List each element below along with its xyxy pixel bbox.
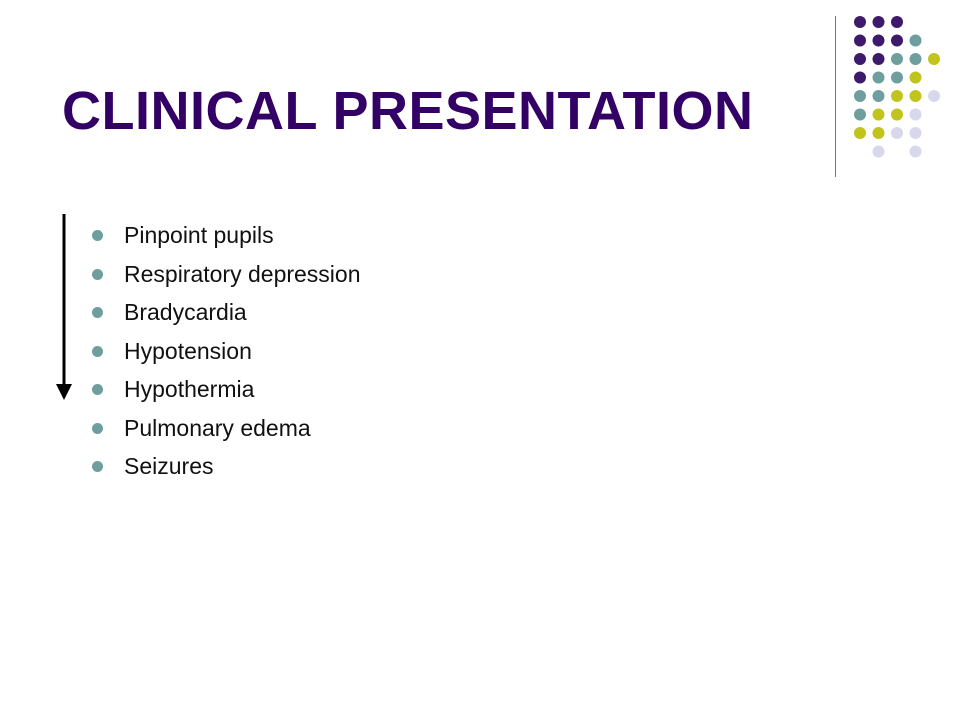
decor-dot — [910, 72, 922, 84]
decor-dot — [873, 35, 885, 47]
bullet-dot-icon — [92, 230, 103, 241]
decor-dot — [873, 72, 885, 84]
decor-dot — [928, 53, 940, 65]
bullet-text: Respiratory depression — [124, 260, 361, 287]
bullet-text: Pulmonary edema — [124, 414, 311, 441]
bullet-dot-icon — [92, 269, 103, 280]
decor-dot — [854, 127, 866, 139]
decor-dot — [891, 90, 903, 102]
decor-dot — [873, 109, 885, 121]
bullet-text: Hypotension — [124, 337, 252, 364]
decor-dot — [873, 90, 885, 102]
bullet-item — [92, 255, 361, 294]
decor-dot — [891, 53, 903, 65]
decor-dot — [910, 90, 922, 102]
bullet-item — [92, 332, 361, 371]
down-arrow-icon — [52, 214, 76, 402]
bullet-dot-icon — [92, 307, 103, 318]
decor-dot — [891, 109, 903, 121]
slide-title: CLINICAL PRESENTATION — [62, 81, 754, 141]
decor-dot — [928, 90, 940, 102]
bullet-item — [92, 216, 361, 255]
bullet-text: Hypothermia — [124, 376, 255, 402]
decor-dot — [854, 16, 866, 28]
bullet-dot-icon — [92, 423, 103, 434]
decor-dot — [854, 53, 866, 65]
decor-dot — [854, 72, 866, 84]
bullet-text: Bradycardia — [124, 299, 247, 325]
decor-dot — [891, 127, 903, 139]
decor-dot — [873, 16, 885, 28]
bullet-item — [92, 447, 361, 486]
decor-dot — [910, 53, 922, 65]
bullet-dot-icon — [92, 461, 103, 472]
bullet-list — [92, 216, 361, 486]
decor-dot — [873, 127, 885, 139]
decor-dot — [854, 35, 866, 47]
bullet-item — [92, 409, 361, 448]
bullet-dot-icon — [92, 384, 103, 395]
bullet-text: Pinpoint pupils — [124, 222, 274, 248]
decor-dot — [910, 35, 922, 47]
decor-dot — [873, 146, 885, 158]
decor-dot — [910, 146, 922, 158]
bullet-text: Seizures — [124, 453, 214, 479]
decor-dot — [854, 90, 866, 102]
dot-grid-decoration — [0, 0, 960, 200]
decor-dot — [891, 16, 903, 28]
decor-dot — [891, 72, 903, 84]
decor-dot — [854, 109, 866, 121]
decor-dot — [891, 35, 903, 47]
decor-dot — [873, 53, 885, 65]
bullet-item — [92, 293, 361, 332]
arrow-head — [56, 384, 72, 400]
decor-dot — [910, 127, 922, 139]
bullet-item — [92, 370, 361, 409]
bullet-dot-icon — [92, 346, 103, 357]
decor-dot — [910, 109, 922, 121]
